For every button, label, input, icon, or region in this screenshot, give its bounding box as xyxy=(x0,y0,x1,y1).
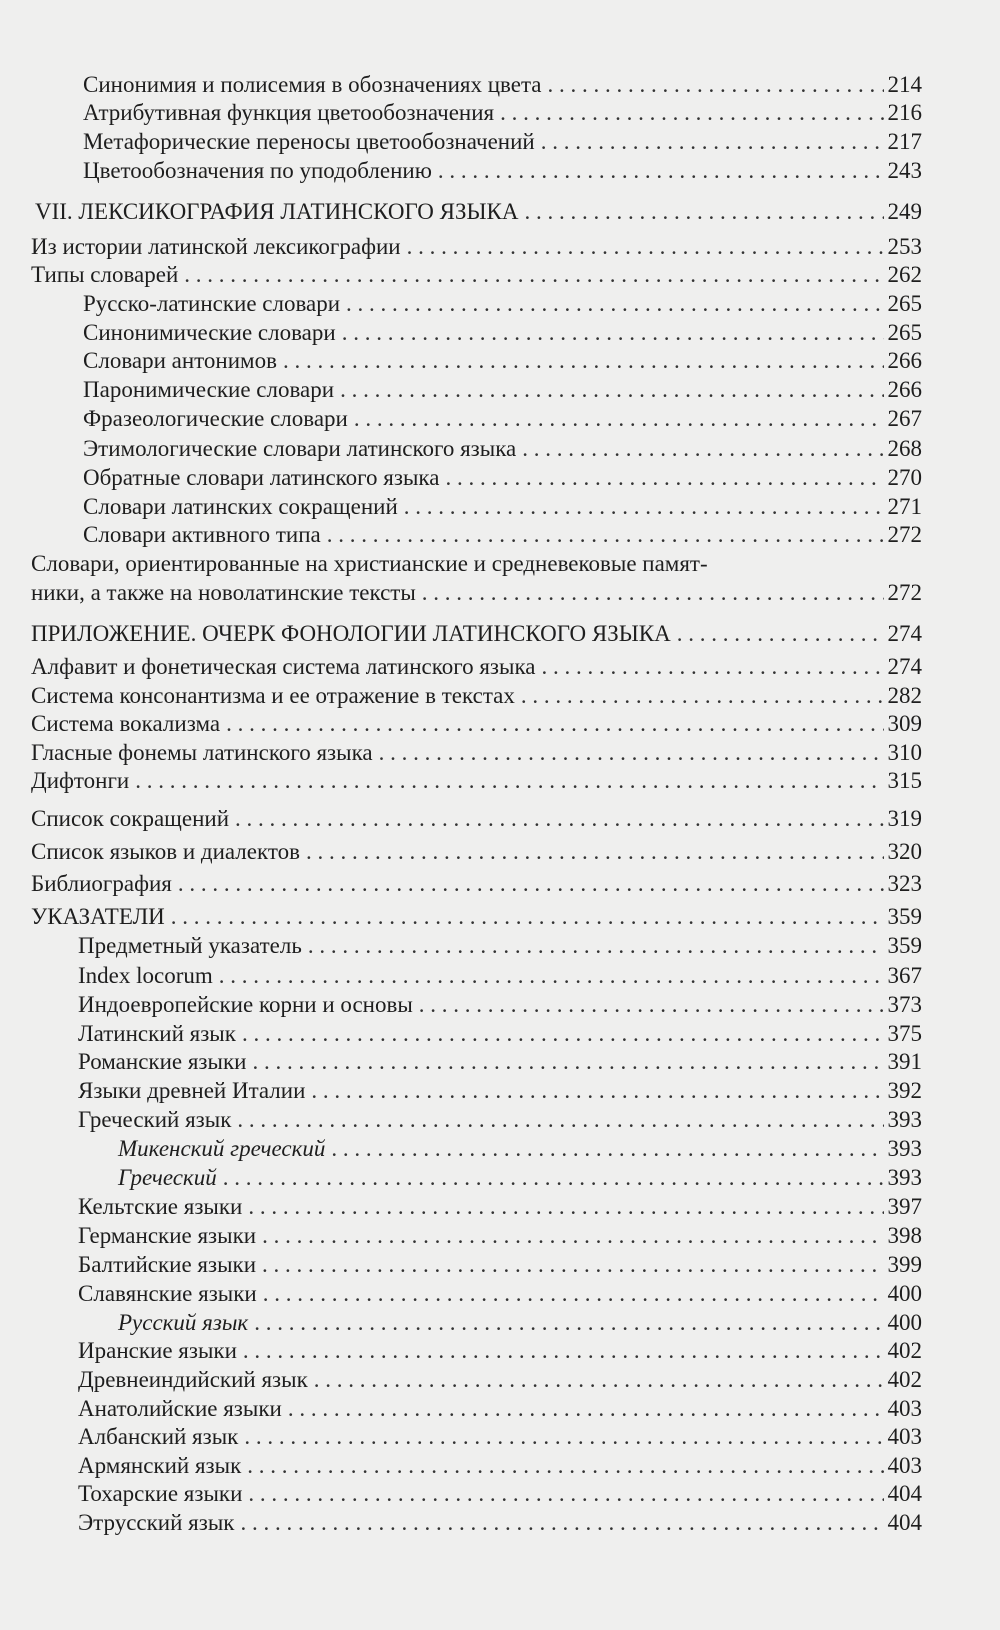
toc-entry-title: Словари антонимов xyxy=(83,348,277,373)
toc-entry[interactable] xyxy=(78,1251,922,1279)
toc-entry[interactable] xyxy=(31,870,922,898)
toc-entry-page: 403 xyxy=(887,1453,922,1478)
toc-entry-page: 274 xyxy=(887,654,922,679)
toc-entry[interactable] xyxy=(83,405,922,433)
toc-entry-page: 404 xyxy=(887,1481,922,1506)
dot-leader xyxy=(243,1337,884,1365)
toc-entry-page: 403 xyxy=(887,1396,922,1421)
dot-leader xyxy=(311,1077,883,1105)
toc-entry-title: Романские языки xyxy=(78,1049,247,1074)
toc-entry-page: 253 xyxy=(887,234,922,259)
toc-entry-title: Русско-латинские словари xyxy=(83,291,341,316)
toc-entry[interactable] xyxy=(83,521,922,549)
dot-leader xyxy=(283,347,884,375)
toc-entry-title: Синонимия и полисемия в обозначениях цвета xyxy=(83,72,542,97)
toc-entry-title: Германские языки xyxy=(78,1223,257,1248)
toc-entry[interactable] xyxy=(31,903,922,931)
toc-entry[interactable] xyxy=(83,290,922,318)
dot-leader xyxy=(262,1222,883,1250)
dot-leader xyxy=(422,579,884,607)
dot-leader xyxy=(247,1452,883,1480)
toc-entry-page: 391 xyxy=(887,1049,922,1074)
toc-entry-page: 243 xyxy=(887,158,922,183)
dot-leader xyxy=(244,1423,883,1451)
toc-entry-page: 266 xyxy=(887,377,922,402)
toc-entry-page: 310 xyxy=(887,740,922,765)
toc-entry-page: 262 xyxy=(887,262,922,287)
toc-entry[interactable] xyxy=(78,932,922,960)
toc-entry[interactable] xyxy=(83,376,922,404)
toc-entry[interactable] xyxy=(31,838,922,866)
toc-entry-title: Типы словарей xyxy=(31,262,179,287)
toc-entry-page: 398 xyxy=(887,1223,922,1248)
toc-entry-page: 323 xyxy=(887,871,922,896)
toc-entry[interactable] xyxy=(118,1309,922,1337)
toc-entry-page: 400 xyxy=(887,1281,922,1306)
toc-entry-title: Обратные словари латинского языка xyxy=(83,465,440,490)
toc-entry-page: 375 xyxy=(887,1021,922,1046)
toc-entry-title: Словари активного типа xyxy=(83,522,321,547)
dot-leader xyxy=(407,233,884,261)
toc-entry[interactable] xyxy=(31,620,922,648)
toc-entry-page: 282 xyxy=(887,683,922,708)
dot-leader xyxy=(262,1251,883,1279)
toc-entry[interactable] xyxy=(31,682,922,710)
toc-entry-title: Предметный указатель xyxy=(78,933,302,958)
toc-entry-page: 402 xyxy=(887,1367,922,1392)
toc-entry[interactable] xyxy=(35,198,922,226)
dot-leader xyxy=(445,464,883,492)
dot-leader xyxy=(521,682,884,710)
toc-entry-title: Албанский язык xyxy=(78,1424,239,1449)
dot-leader xyxy=(327,521,884,549)
dot-leader xyxy=(404,493,884,521)
toc-entry-title: Фразеологические словари xyxy=(83,406,348,431)
toc-entry[interactable] xyxy=(78,1366,922,1394)
toc-entry-title: Словари латинских сокращений xyxy=(83,494,398,519)
toc-entry-title: Библиография xyxy=(31,871,172,896)
toc-entry-page: 216 xyxy=(887,100,922,125)
toc-entry-page: 359 xyxy=(887,933,922,958)
dot-leader xyxy=(235,805,883,833)
toc-entry-page: 393 xyxy=(887,1165,922,1190)
toc-entry-page: 309 xyxy=(887,711,922,736)
toc-entry-page: 270 xyxy=(887,465,922,490)
dot-leader xyxy=(263,1280,884,1308)
toc-entry-title: Древнеиндийский язык xyxy=(78,1367,308,1392)
toc-entry-title: Тохарские языки xyxy=(78,1481,243,1506)
dot-leader xyxy=(542,653,884,681)
toc-entry-title: Анатолийские языки xyxy=(78,1396,282,1421)
dot-leader xyxy=(237,1106,883,1134)
toc-entry[interactable] xyxy=(83,493,922,521)
toc-entry[interactable] xyxy=(78,1193,922,1221)
toc-entry-title: Иранские языки xyxy=(78,1338,237,1363)
toc-entry-title: Цветообозначения по уподоблению xyxy=(83,158,432,183)
toc-entry-title: Алфавит и фонетическая система латинского языка xyxy=(31,654,536,679)
dot-leader xyxy=(419,991,884,1019)
toc-entry-page: 271 xyxy=(887,494,922,519)
toc-entry[interactable] xyxy=(78,1423,922,1451)
toc-entry-title: Греческий xyxy=(118,1165,217,1190)
toc-entry[interactable] xyxy=(78,1106,922,1134)
toc-entry[interactable] xyxy=(78,1337,922,1365)
dot-leader xyxy=(248,1193,883,1221)
toc-entry[interactable] xyxy=(83,71,922,99)
toc-entry-title: Этимологические словари латинского языка xyxy=(83,436,517,461)
dot-leader xyxy=(379,739,884,767)
dot-leader xyxy=(240,1509,883,1537)
dot-leader xyxy=(500,99,883,127)
toc-entry-title: Русский язык xyxy=(118,1310,249,1335)
dot-leader xyxy=(354,405,884,433)
toc-entry-page: 266 xyxy=(887,348,922,373)
toc-entry-title: Паронимические словари xyxy=(83,377,335,402)
dot-leader xyxy=(135,767,883,795)
dot-leader xyxy=(288,1395,884,1423)
toc-entry-title: Index locorum xyxy=(78,963,213,988)
toc-entry[interactable] xyxy=(83,347,922,375)
toc-entry-title: Латинский язык xyxy=(78,1021,236,1046)
toc-entry-title: Атрибутивная функция цветообозначения xyxy=(83,100,495,125)
dot-leader xyxy=(178,870,884,898)
toc-entry-title: Система вокализма xyxy=(31,711,221,736)
dot-leader xyxy=(342,319,884,347)
toc-entry[interactable] xyxy=(83,435,922,463)
toc-entry-page: 268 xyxy=(887,436,922,461)
toc-entry[interactable] xyxy=(31,767,922,795)
toc-entry-title: УКАЗАТЕЛИ xyxy=(31,904,165,929)
toc-entry-title: Славянские языки xyxy=(78,1281,257,1306)
dot-leader xyxy=(248,1480,883,1508)
toc-entry-page: 265 xyxy=(887,320,922,345)
dot-leader xyxy=(331,1135,883,1163)
toc-entry-title: Метафорические переносы цветообозначений xyxy=(83,129,535,154)
dot-leader xyxy=(346,290,883,318)
dot-leader xyxy=(308,932,884,960)
toc-entry[interactable] xyxy=(118,1135,922,1163)
dot-leader xyxy=(223,1164,884,1192)
toc-entry[interactable] xyxy=(83,157,922,185)
toc-entry-page: 393 xyxy=(887,1136,922,1161)
toc-entry[interactable] xyxy=(78,1280,922,1308)
toc-entry-page: 267 xyxy=(887,406,922,431)
toc-entry-page: 214 xyxy=(887,72,922,97)
toc-entry-page: 359 xyxy=(887,904,922,929)
dot-leader xyxy=(184,261,883,289)
toc-entry-page: 397 xyxy=(887,1194,922,1219)
toc-entry[interactable] xyxy=(31,710,922,738)
toc-entry-page: 315 xyxy=(887,768,922,793)
toc-entry-page: 274 xyxy=(887,621,922,646)
dot-leader xyxy=(226,710,883,738)
toc-entry-title: Список языков и диалектов xyxy=(31,839,300,864)
toc-entry-title: Балтийские языки xyxy=(78,1252,257,1277)
toc-entry[interactable] xyxy=(83,99,922,127)
toc-entry-title: VII. ЛЕКСИКОГРАФИЯ ЛАТИНСКОГО ЯЗЫКА xyxy=(35,199,519,224)
toc-entry-title: ники, а также на новолатинские тексты xyxy=(31,580,416,605)
toc-entry[interactable] xyxy=(78,962,922,990)
dot-leader xyxy=(524,198,883,226)
dot-leader xyxy=(252,1048,883,1076)
toc-entry-page: 393 xyxy=(887,1107,922,1132)
toc-entry-page: 320 xyxy=(887,839,922,864)
toc-entry-page: 404 xyxy=(887,1510,922,1535)
toc-entry[interactable] xyxy=(78,1222,922,1250)
toc-entry-title: Кельтские языки xyxy=(78,1194,243,1219)
toc-entry-title: Языки древней Италии xyxy=(78,1078,306,1103)
toc-entry-page: 249 xyxy=(887,199,922,224)
toc-entry[interactable] xyxy=(83,128,922,156)
toc-entry[interactable] xyxy=(83,319,922,347)
toc-entry-page: 319 xyxy=(887,806,922,831)
toc-entry-page: 399 xyxy=(887,1252,922,1277)
dot-leader xyxy=(522,435,883,463)
toc-entry[interactable] xyxy=(78,1480,922,1508)
toc-entry-page: 265 xyxy=(887,291,922,316)
toc-entry-title: Микенский греческий xyxy=(118,1136,326,1161)
toc-entry[interactable] xyxy=(78,1509,922,1537)
toc-entry-title: Дифтонги xyxy=(31,768,130,793)
toc-entry[interactable] xyxy=(78,1395,922,1423)
dot-leader xyxy=(438,157,884,185)
toc-entry-title-line1: Словари, ориентированные на христианские и средневековые памят- xyxy=(31,551,708,576)
toc-entry-page: 272 xyxy=(887,522,922,547)
dot-leader xyxy=(254,1309,883,1337)
toc-entry-page: 400 xyxy=(887,1310,922,1335)
toc-entry-title: Индоевропейские корни и основы xyxy=(78,992,413,1017)
toc-entry-page: 402 xyxy=(887,1338,922,1363)
toc-entry-title: Этрусский язык xyxy=(78,1510,235,1535)
toc-entry-title: Из истории латинской лексикографии xyxy=(31,234,401,259)
toc-entry-title: Система консонантизма и ее отражение в текстах xyxy=(31,683,515,708)
toc-entry[interactable] xyxy=(31,739,922,767)
toc-entry-page: 367 xyxy=(887,963,922,988)
toc-entry-title: Греческий язык xyxy=(78,1107,232,1132)
dot-leader xyxy=(314,1366,884,1394)
toc-entry[interactable] xyxy=(118,1164,922,1192)
toc-entry[interactable] xyxy=(78,1452,922,1480)
toc-entry-title: Список сокращений xyxy=(31,806,230,831)
dot-leader xyxy=(541,128,884,156)
dot-leader xyxy=(242,1020,884,1048)
toc-entry-page: 392 xyxy=(887,1078,922,1103)
toc-entry-title: Синонимические словари xyxy=(83,320,336,345)
dot-leader xyxy=(340,376,883,404)
toc-entry-page: 403 xyxy=(887,1424,922,1449)
toc-entry[interactable] xyxy=(83,464,922,492)
toc-entry[interactable] xyxy=(31,805,922,833)
toc-entry-page: 272 xyxy=(887,580,922,605)
toc-entry[interactable] xyxy=(31,653,922,681)
toc-entry[interactable] xyxy=(31,261,922,289)
toc-entry[interactable] xyxy=(78,1020,922,1048)
toc-entry[interactable] xyxy=(78,1077,922,1105)
toc-entry-title: ПРИЛОЖЕНИЕ. ОЧЕРК ФОНОЛОГИИ ЛАТИНСКОГО ЯЗЫКА xyxy=(31,621,671,646)
dot-leader xyxy=(677,620,884,648)
dot-leader xyxy=(219,962,884,990)
toc-entry[interactable] xyxy=(31,233,922,261)
toc-entry-title: Армянский язык xyxy=(78,1453,242,1478)
toc-entry[interactable] xyxy=(78,991,922,1019)
toc-entry[interactable] xyxy=(78,1048,922,1076)
toc-entry-title: Гласные фонемы латинского языка xyxy=(31,740,373,765)
dot-leader xyxy=(171,903,884,931)
dot-leader xyxy=(548,71,884,99)
toc-entry-page: 217 xyxy=(887,129,922,154)
toc-entry-page: 373 xyxy=(887,992,922,1017)
dot-leader xyxy=(306,838,884,866)
toc-entry[interactable] xyxy=(31,579,922,607)
